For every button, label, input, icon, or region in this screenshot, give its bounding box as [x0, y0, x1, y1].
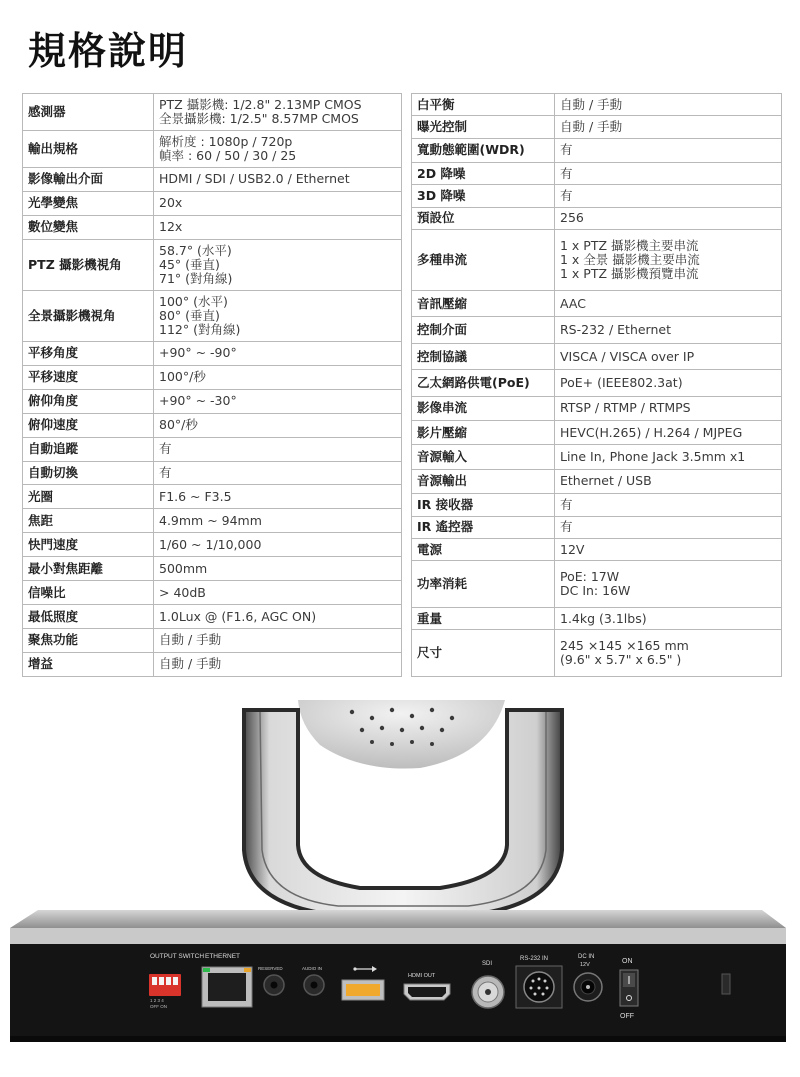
spec-label: 數位變焦: [23, 215, 154, 239]
dc-in-label: DC IN: [578, 954, 595, 960]
spec-value: [154, 628, 402, 652]
spec-value-line: 自動 / 手動: [560, 96, 623, 112]
spec-label: 多種串流: [412, 230, 555, 291]
spec-label: 音訊壓縮: [412, 291, 555, 317]
spec-value: [154, 652, 402, 676]
camera-dome: [298, 700, 505, 769]
spec-label: 影像串流: [412, 396, 555, 420]
spec-row: [412, 291, 782, 317]
spec-value: [555, 421, 782, 445]
spec-row: [412, 230, 782, 291]
spec-row: [412, 116, 782, 138]
spec-value-line: HDMI / SDI / USB2.0 / Ethernet: [159, 171, 350, 187]
spec-row: [412, 370, 782, 396]
spec-value: [555, 561, 782, 608]
hdmi-port[interactable]: [404, 984, 450, 1000]
spec-value: [154, 413, 402, 437]
spec-value-line: 500mm: [159, 560, 208, 576]
spec-value-line: 幀率 : 60 / 50 / 30 / 25: [159, 147, 297, 163]
spec-label: 影像輸出介面: [23, 167, 154, 191]
spec-table-left: [22, 93, 402, 677]
spec-label: 聚焦功能: [23, 628, 154, 652]
spec-value: [154, 215, 402, 239]
spec-value: [154, 290, 402, 341]
spec-row: [412, 421, 782, 445]
spec-value: [555, 630, 782, 677]
spec-value-line: 自動 / 手動: [159, 632, 222, 648]
spec-row: [412, 163, 782, 185]
spec-value: [555, 469, 782, 493]
power-on-label: ON: [622, 958, 633, 965]
switch-off-on: OFF ON: [150, 1004, 167, 1009]
spec-value-line: 有: [560, 165, 573, 181]
spec-row: [23, 365, 402, 389]
spec-label: 尺寸: [412, 630, 555, 677]
ethernet-port[interactable]: [202, 967, 252, 1007]
spec-value-line: 1.4kg (3.1lbs): [560, 610, 647, 626]
spec-value-line: 1 x PTZ 攝影機預覽串流: [560, 266, 699, 282]
spec-value-line: 有: [159, 464, 172, 480]
spec-row: [412, 494, 782, 516]
spec-label: 重量: [412, 607, 555, 629]
spec-value: [555, 291, 782, 317]
spec-label: 最低照度: [23, 605, 154, 629]
usb-port[interactable]: [342, 980, 384, 1000]
spec-label: 寬動態範圍(WDR): [412, 138, 555, 162]
spec-value-line: (9.6" x 5.7" x 6.5" ): [560, 652, 682, 668]
spec-label: IR 遙控器: [412, 516, 555, 538]
spec-table-right: [411, 93, 782, 677]
spec-value: [555, 445, 782, 469]
spec-label: 全景攝影機視角: [23, 290, 154, 341]
spec-row: [23, 557, 402, 581]
spec-row: [412, 343, 782, 369]
hdmi-out-label: HDMI OUT: [408, 973, 436, 979]
spec-value: [154, 239, 402, 290]
spec-value: [154, 581, 402, 605]
spec-row: [23, 413, 402, 437]
spec-label: 功率消耗: [412, 561, 555, 608]
sdi-label: SDI: [482, 961, 493, 967]
spec-row: [412, 445, 782, 469]
spec-label: 白平衡: [412, 94, 555, 116]
spec-row: [23, 94, 402, 131]
spec-value: [555, 317, 782, 343]
spec-label: 焦距: [23, 509, 154, 533]
spec-row: [23, 290, 402, 341]
spec-label: 2D 降噪: [412, 163, 555, 185]
spec-value-line: 有: [560, 496, 573, 512]
spec-row: [412, 630, 782, 677]
spec-value: [154, 389, 402, 413]
spec-label: 音源輸入: [412, 445, 555, 469]
spec-value-line: 245 ×145 ×165 mm: [560, 638, 689, 654]
spec-value: [555, 343, 782, 369]
spec-row: [412, 94, 782, 116]
spec-row: [23, 605, 402, 629]
spec-value: [154, 341, 402, 365]
spec-row: [23, 437, 402, 461]
spec-label: 增益: [23, 652, 154, 676]
spec-label: 自動追蹤: [23, 437, 154, 461]
spec-row: [23, 341, 402, 365]
sdi-bnc-port[interactable]: [472, 976, 504, 1008]
spec-value: [154, 509, 402, 533]
spec-row: [412, 138, 782, 162]
spec-row: [23, 239, 402, 290]
spec-row: [23, 581, 402, 605]
dip-switch[interactable]: [149, 974, 181, 996]
rs232-in-label: RS-232 IN: [520, 956, 549, 962]
spec-value-line: 12V: [560, 541, 585, 557]
spec-label: 感測器: [23, 94, 154, 131]
spec-value-line: 自動 / 手動: [159, 656, 222, 672]
spec-value-line: 1.0Lux @ (F1.6, AGC ON): [159, 608, 317, 624]
spec-value: [555, 230, 782, 291]
spec-value: [154, 365, 402, 389]
spec-value-line: RTSP / RTMP / RTMPS: [560, 400, 691, 416]
reserved-jack[interactable]: [264, 975, 284, 995]
spec-value-line: VISCA / VISCA over IP: [560, 348, 695, 364]
spec-label: 乙太網路供電(PoE): [412, 370, 555, 396]
spec-row: [23, 215, 402, 239]
spec-value-line: PTZ 攝影機: 1/2.8" 2.13MP CMOS: [159, 96, 362, 112]
spec-label: 信噪比: [23, 581, 154, 605]
spec-value-line: DC In: 16W: [560, 583, 631, 599]
spec-label: 平移速度: [23, 365, 154, 389]
spec-value: [555, 494, 782, 516]
spec-value-line: 有: [159, 441, 172, 457]
spec-label: 音源輸出: [412, 469, 555, 493]
spec-label: IR 接收器: [412, 494, 555, 516]
spec-row: [23, 167, 402, 191]
spec-value-line: 1 x PTZ 攝影機主要串流: [560, 238, 699, 254]
spec-value-line: 全景攝影機: 1/2.5" 8.57MP CMOS: [159, 110, 359, 126]
spec-row: [23, 461, 402, 485]
output-switch-label: OUTPUT SWITCH: [150, 953, 205, 960]
spec-row: [23, 191, 402, 215]
power-off-label: OFF: [620, 1013, 634, 1020]
spec-label: 快門速度: [23, 533, 154, 557]
spec-label: PTZ 攝影機視角: [23, 239, 154, 290]
spec-label: 曝光控制: [412, 116, 555, 138]
spec-value-line: 有: [560, 188, 573, 204]
power-switch[interactable]: [620, 970, 638, 1006]
spec-value-line: 有: [560, 519, 573, 535]
spec-value: [555, 94, 782, 116]
spec-row: [23, 130, 402, 167]
spec-value-line: > 40dB: [159, 584, 206, 600]
spec-label: 自動切換: [23, 461, 154, 485]
spec-value-line: 1/60 ~ 1/10,000: [159, 536, 262, 552]
spec-row: [412, 207, 782, 229]
spec-value: [555, 396, 782, 420]
spec-label: 電源: [412, 538, 555, 560]
spec-row: [412, 396, 782, 420]
spec-row: [23, 628, 402, 652]
spec-value-line: 80°/秒: [159, 417, 198, 433]
spec-label: 俯仰速度: [23, 413, 154, 437]
spec-value: [154, 557, 402, 581]
camera-rear-panel-photo: [0, 700, 800, 1077]
spec-value-line: 100°/秒: [159, 369, 206, 385]
spec-value: [555, 185, 782, 207]
spec-label: 平移角度: [23, 341, 154, 365]
spec-value: [154, 533, 402, 557]
spec-label: 光學變焦: [23, 191, 154, 215]
spec-value-line: 45° (垂直): [159, 256, 220, 272]
spec-value-line: 4.9mm ~ 94mm: [159, 512, 262, 528]
page-title: 規格說明: [28, 29, 189, 73]
spec-value-line: 1 x 全景 攝影機主要串流: [560, 252, 700, 268]
spec-value-line: F1.6 ~ F3.5: [159, 488, 232, 504]
spec-value: [555, 538, 782, 560]
spec-value: [154, 485, 402, 509]
security-slot: [722, 974, 730, 994]
spec-value-line: 58.7° (水平): [159, 242, 232, 258]
spec-value: [555, 607, 782, 629]
spec-label: 影片壓縮: [412, 421, 555, 445]
spec-value-line: RS-232 / Ethernet: [560, 322, 671, 338]
spec-value-line: 100° (水平): [159, 293, 228, 309]
spec-value-line: +90° ~ -30°: [159, 393, 237, 409]
spec-row: [412, 317, 782, 343]
spec-value: [555, 207, 782, 229]
spec-row: [412, 607, 782, 629]
spec-label: 預設位: [412, 207, 555, 229]
rs232-port[interactable]: [516, 966, 562, 1008]
spec-value-line: HEVC(H.265) / H.264 / MJPEG: [560, 424, 743, 440]
spec-label: 最小對焦距離: [23, 557, 154, 581]
spec-value-line: AAC: [560, 295, 586, 311]
spec-value-line: 71° (對角線): [159, 270, 233, 286]
spec-label: 控制協議: [412, 343, 555, 369]
spec-row: [23, 652, 402, 676]
spec-row: [23, 533, 402, 557]
spec-value: [154, 167, 402, 191]
spec-value: [555, 138, 782, 162]
reserved-label: RESERVED: [258, 966, 283, 971]
dc-voltage-label: 12V: [580, 962, 590, 968]
spec-row: [412, 538, 782, 560]
spec-value-line: 256: [560, 210, 584, 226]
spec-value: [555, 116, 782, 138]
spec-value-line: PoE+ (IEEE802.3at): [560, 374, 683, 390]
spec-label: 控制介面: [412, 317, 555, 343]
dc-in-jack[interactable]: [574, 973, 602, 1001]
spec-value-line: 自動 / 手動: [560, 119, 623, 135]
spec-value: [154, 437, 402, 461]
spec-value: [555, 370, 782, 396]
spec-value-line: Line In, Phone Jack 3.5mm x1: [560, 449, 746, 465]
spec-row: [412, 469, 782, 493]
spec-value: [154, 461, 402, 485]
spec-row: [23, 485, 402, 509]
spec-label: 3D 降噪: [412, 185, 555, 207]
spec-value: [154, 605, 402, 629]
spec-label: 輸出規格: [23, 130, 154, 167]
ethernet-label: ETHERNET: [205, 953, 241, 960]
spec-value-line: +90° ~ -90°: [159, 345, 237, 361]
spec-value: [154, 130, 402, 167]
spec-value-line: 20x: [159, 195, 183, 211]
spec-label: 光圈: [23, 485, 154, 509]
spec-value-line: 解析度 : 1080p / 720p: [159, 133, 293, 149]
spec-value-line: 112° (對角線): [159, 321, 241, 337]
spec-value-line: 有: [560, 142, 573, 158]
spec-label: 俯仰角度: [23, 389, 154, 413]
audio-in-label: AUDIO IN: [302, 966, 323, 971]
spec-row: [412, 561, 782, 608]
spec-value: [154, 94, 402, 131]
spec-value-line: 80° (垂直): [159, 307, 220, 323]
spec-row: [412, 185, 782, 207]
spec-row: [412, 516, 782, 538]
spec-value: [555, 516, 782, 538]
spec-value-line: Ethernet / USB: [560, 473, 652, 489]
spec-value: [154, 191, 402, 215]
spec-row: [23, 509, 402, 533]
spec-value-line: 12x: [159, 219, 183, 235]
spec-value: [555, 163, 782, 185]
audio-in-jack[interactable]: [304, 975, 324, 995]
spec-row: [23, 389, 402, 413]
switch-numbers: 1 2 3 4: [150, 998, 164, 1003]
spec-value-line: PoE: 17W: [560, 569, 620, 585]
